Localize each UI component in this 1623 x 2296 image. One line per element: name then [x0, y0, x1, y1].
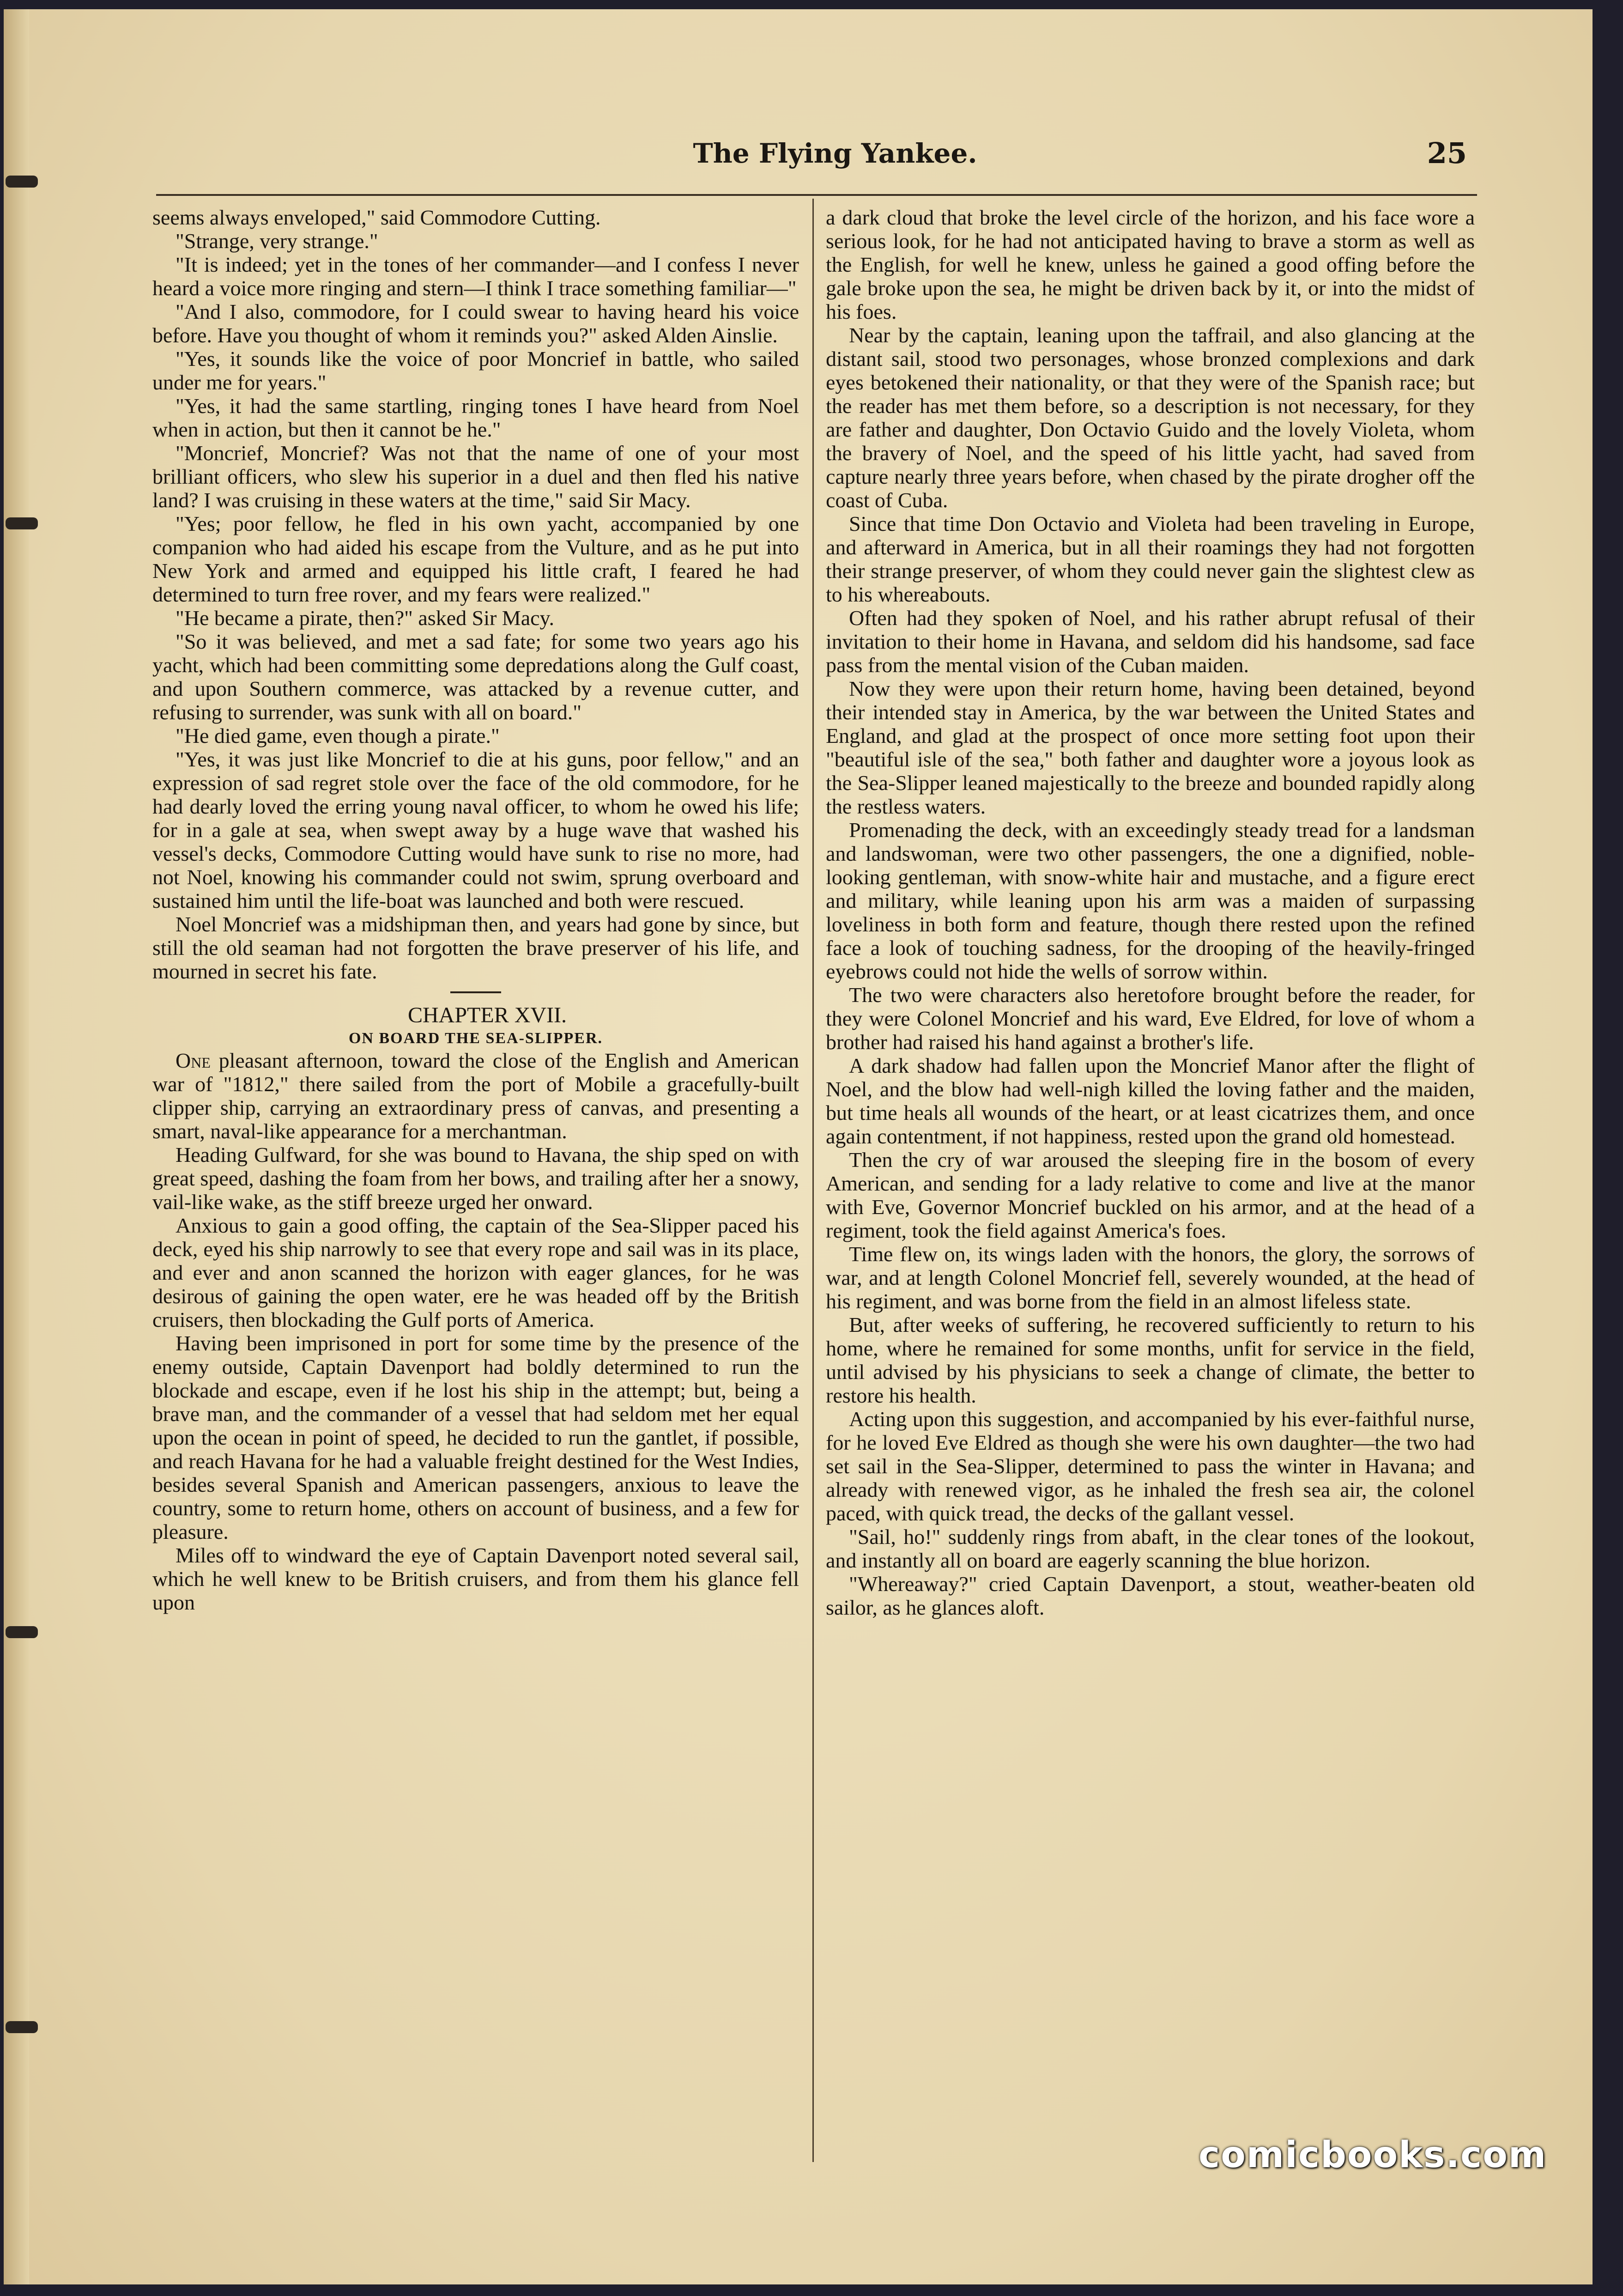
paragraph: "He died game, even though a pirate." [176, 724, 500, 747]
paragraph: "Yes, it sounds like the voice of poor Moncrief in battle, who sailed under me for years." [152, 347, 799, 394]
paragraph: "He became a pirate, then?" asked Sir Macy. [176, 606, 555, 630]
site-watermark: comicbooks.com [1199, 2134, 1547, 2176]
paragraph: Heading Gulfward, for she was bound to Havana, the ship sped on with great speed, dashing the foam from her bows, and trailing after her a snowy, vail-like wake, as the stiff breeze urged her onward. [152, 1143, 799, 1214]
paragraph: "Yes; poor fellow, he fled in his own yacht, accompanied by one companion who had aided his escape from the Vulture, and as he put into New York and armed and equipped his little craft, I feared he had determined to turn free rover, and my fears were realized." [152, 512, 799, 606]
chapter-heading: CHAPTER XVII. [408, 1003, 567, 1027]
paragraph: Since that time Don Octavio and Violeta had been traveling in Europe, and afterward in America, but in all their roamings they had not forgotten their strange preserver, of whom they could never gain the slightest clew as to his whereabouts. [826, 512, 1475, 606]
paragraph: Noel Moncrief was a midshipman then, and years had gone by since, but still the old seaman had not forgotten the brave preserver of his life, and mourned in secret his fate. [152, 912, 799, 983]
paragraph: Having been imprisoned in port for some time by the presence of the enemy outside, Captain Davenport had boldly determined to run the blockade and escape, even if he lost his ship in the attempt; but, being a brave man, and the commander of a vessel that had seldom met her equal upon the ocean in point of speed, he decided to run the gantlet, if possible, and reach Havana for he had a valuable freight destined for the West Indies, besides several Spanish and American passengers, anxious to leave the country, some to return home, others on account of business, and a few for pleasure. [152, 1331, 799, 1543]
paragraph: a dark cloud that broke the level circle of the horizon, and his face wore a serious look, for he had not anticipated having to brave a storm as well as the English, for well he knew, unless he gained a good offing before the gale broke upon the sea, he might be driven back by it, or into the midst of his foes. [826, 206, 1475, 323]
paragraph: "It is indeed; yet in the tones of her commander—and I confess I never heard a voice more ringing and stern—I think I trace something familiar—" [152, 253, 799, 300]
paragraph: "Moncrief, Moncrief? Was not that the name of one of your most brilliant officers, who slew his superior in a duel and then fled his native land? I was cruising in these waters at the time," said Sir Macy. [152, 441, 799, 512]
paragraph: "And I also, commodore, for I could swear to having heard his voice before. Have you thought of whom it reminds you?" asked Alden Ainslie. [152, 300, 799, 347]
staple-mark [6, 2021, 38, 2033]
chapter-subtitle: ON BOARD THE SEA-SLIPPER. [348, 1030, 603, 1047]
staple-mark [6, 176, 38, 188]
paragraph: Now they were upon their return home, having been detained, beyond their intended stay in America, by the war between the United States and England, and glad at the prospect of once more setting foot upon their "beautiful isle of the sea," both father and daughter wore a joyous look as the Sea-Slipper leaned majestically to the breeze and bounded rapidly along the restless waters. [826, 677, 1475, 818]
right-column [826, 206, 1475, 1619]
paragraph: Time flew on, its wings laden with the honors, the glory, the sorrows of war, and at length Colonel Moncrief fell, severely wounded, at the head of his regiment, and was borne from the field in an almost lifeless state. [826, 1242, 1475, 1313]
paragraph: Often had they spoken of Noel, and his rather abrupt refusal of their invitation to their home in Havana, and seldom did his handsome, sad face pass from the mental vision of the Cuban maiden. [826, 606, 1475, 677]
header-rule [156, 194, 1477, 196]
paragraph: "Strange, very strange." [176, 229, 378, 253]
paragraph: "Whereaway?" cried Captain Davenport, a stout, weather-beaten old sailor, as he glances aloft. [826, 1572, 1475, 1619]
page-title: The Flying Yankee. [693, 138, 977, 169]
paragraph: But, after weeks of suffering, he recovered sufficiently to return to his home, where he remained for some months, unfit for service in the field, until advised by his physicians to seek a change of climate, the better to restore his health. [826, 1313, 1475, 1407]
staple-mark [6, 517, 38, 529]
paragraph: Miles off to windward the eye of Captain Davenport noted several sail, which he well knew to be British cruisers, and from them his glance fell upon [152, 1543, 799, 1614]
paragraph: A dark shadow had fallen upon the Moncrief Manor after the flight of Noel, and the blow had well-nigh killed the loving father and the maiden, but time heals all wounds of the heart, or at least cicatrizes them, and once again contentment, if not happiness, rested upon the grand old homestead. [826, 1054, 1475, 1148]
magazine-page [4, 9, 1593, 2284]
binding-gutter [4, 9, 29, 2284]
paragraph: Then the cry of war aroused the sleeping fire in the bosom of every American, and sending for a lady relative to come and live at the manor with Eve, Governor Moncrief buckled on his armor, and at the head of a regiment, took the field against America's foes. [826, 1148, 1475, 1242]
running-header [627, 135, 1476, 186]
paragraph: Promenading the deck, with an exceedingly steady tread for a landsman and landswoman, were two other passengers, the one a dignified, noble-looking gentleman, with snow-white hair and mustache, and a figure erect and military, while leaning upon his arm was a maiden of surpassing loveliness in both form and feature, though there rested upon the refined face a look of touching sadness, for the drooping of the heavily-fringed eyebrows could not hide the wells of sorrow within. [826, 818, 1475, 983]
chapter-opening-paragraph [152, 1049, 799, 1143]
paragraph: "Sail, ho!" suddenly rings from abaft, in the clear tones of the lookout, and instantly all on board are eagerly scanning the blue horizon. [826, 1525, 1475, 1572]
paragraph-text: pleasant afternoon, toward the close of the English and American war of "1812," there sailed from the port of Mobile a gracefully-built clipper ship, carrying an extraordinary press of canvas, and presenting a smart, naval-like appearance for a merchantman. [152, 1049, 799, 1143]
paragraph: The two were characters also heretofore brought before the reader, for they were Colonel Moncrief and his ward, Eve Eldred, for love of whom a brother had raised his hand against a brother's life. [826, 983, 1475, 1054]
column-divider [812, 199, 814, 2162]
paragraph: "So it was believed, and met a sad fate; for some two years ago his yacht, which had been committing some depredations along the Gulf coast, and upon Southern commerce, was attacked by a revenue cutter, and refusing to surrender, was sunk with all on board." [152, 630, 799, 724]
paragraph: "Yes, it was just like Moncrief to die at his guns, poor fellow," and an expression of sad regret stole over the face of the old commodore, for he had dearly loved the erring young naval officer, to whom he owed his life; for in a gale at sea, when swept away by a huge wave that washed his vessel's decks, Commodore Cutting would have sunk to rise no more, had not Noel, knowing his commander could not swim, sprung overboard and sustained him until the life-boat was launched and both were rescued. [152, 747, 799, 912]
paragraph: Near by the captain, leaning upon the taffrail, and also glancing at the distant sail, stood two personages, whose bronzed complexions and dark eyes betokened their nationality, or that they were of the Spanish race; but the reader has met them before, so a description is not necessary, for they are father and daughter, Don Octavio Guido and the lovely Violeta, whom the bravery of Noel, and the speed of his little yacht, had saved from capture nearly three years before, when chased by the pirate drogher off the coast of Cuba. [826, 323, 1475, 512]
page-number: 25 [1427, 136, 1467, 170]
left-column [152, 206, 799, 1614]
staple-mark [6, 1626, 38, 1638]
paragraph: seems always enveloped," said Commodore Cutting. [152, 206, 601, 229]
paragraph: Anxious to gain a good offing, the captain of the Sea-Slipper paced his deck, eyed his ship narrowly to see that every rope and sail was in its place, and ever and anon scanned the horizon with eager glances, for he was desirous of gaining the open water, ere he was headed off by the British cruisers, then blockading the Gulf ports of America. [152, 1214, 799, 1331]
paragraph: Acting upon this suggestion, and accompanied by his ever-faithful nurse, for he loved Eve Eldred as though she were his own daughter—the two had set sail in the Sea-Slipper, determined to pass the winter in Havana; and already with renewed vigor, as he inhaled the fresh sea air, the colonel paced, with quick tread, the decks of the gallant vessel. [826, 1407, 1475, 1525]
paragraph: "Yes, it had the same startling, ringing tones I have heard from Noel when in action, but then it cannot be he." [152, 394, 799, 441]
drop-word: One [176, 1049, 211, 1072]
section-divider [450, 991, 501, 993]
